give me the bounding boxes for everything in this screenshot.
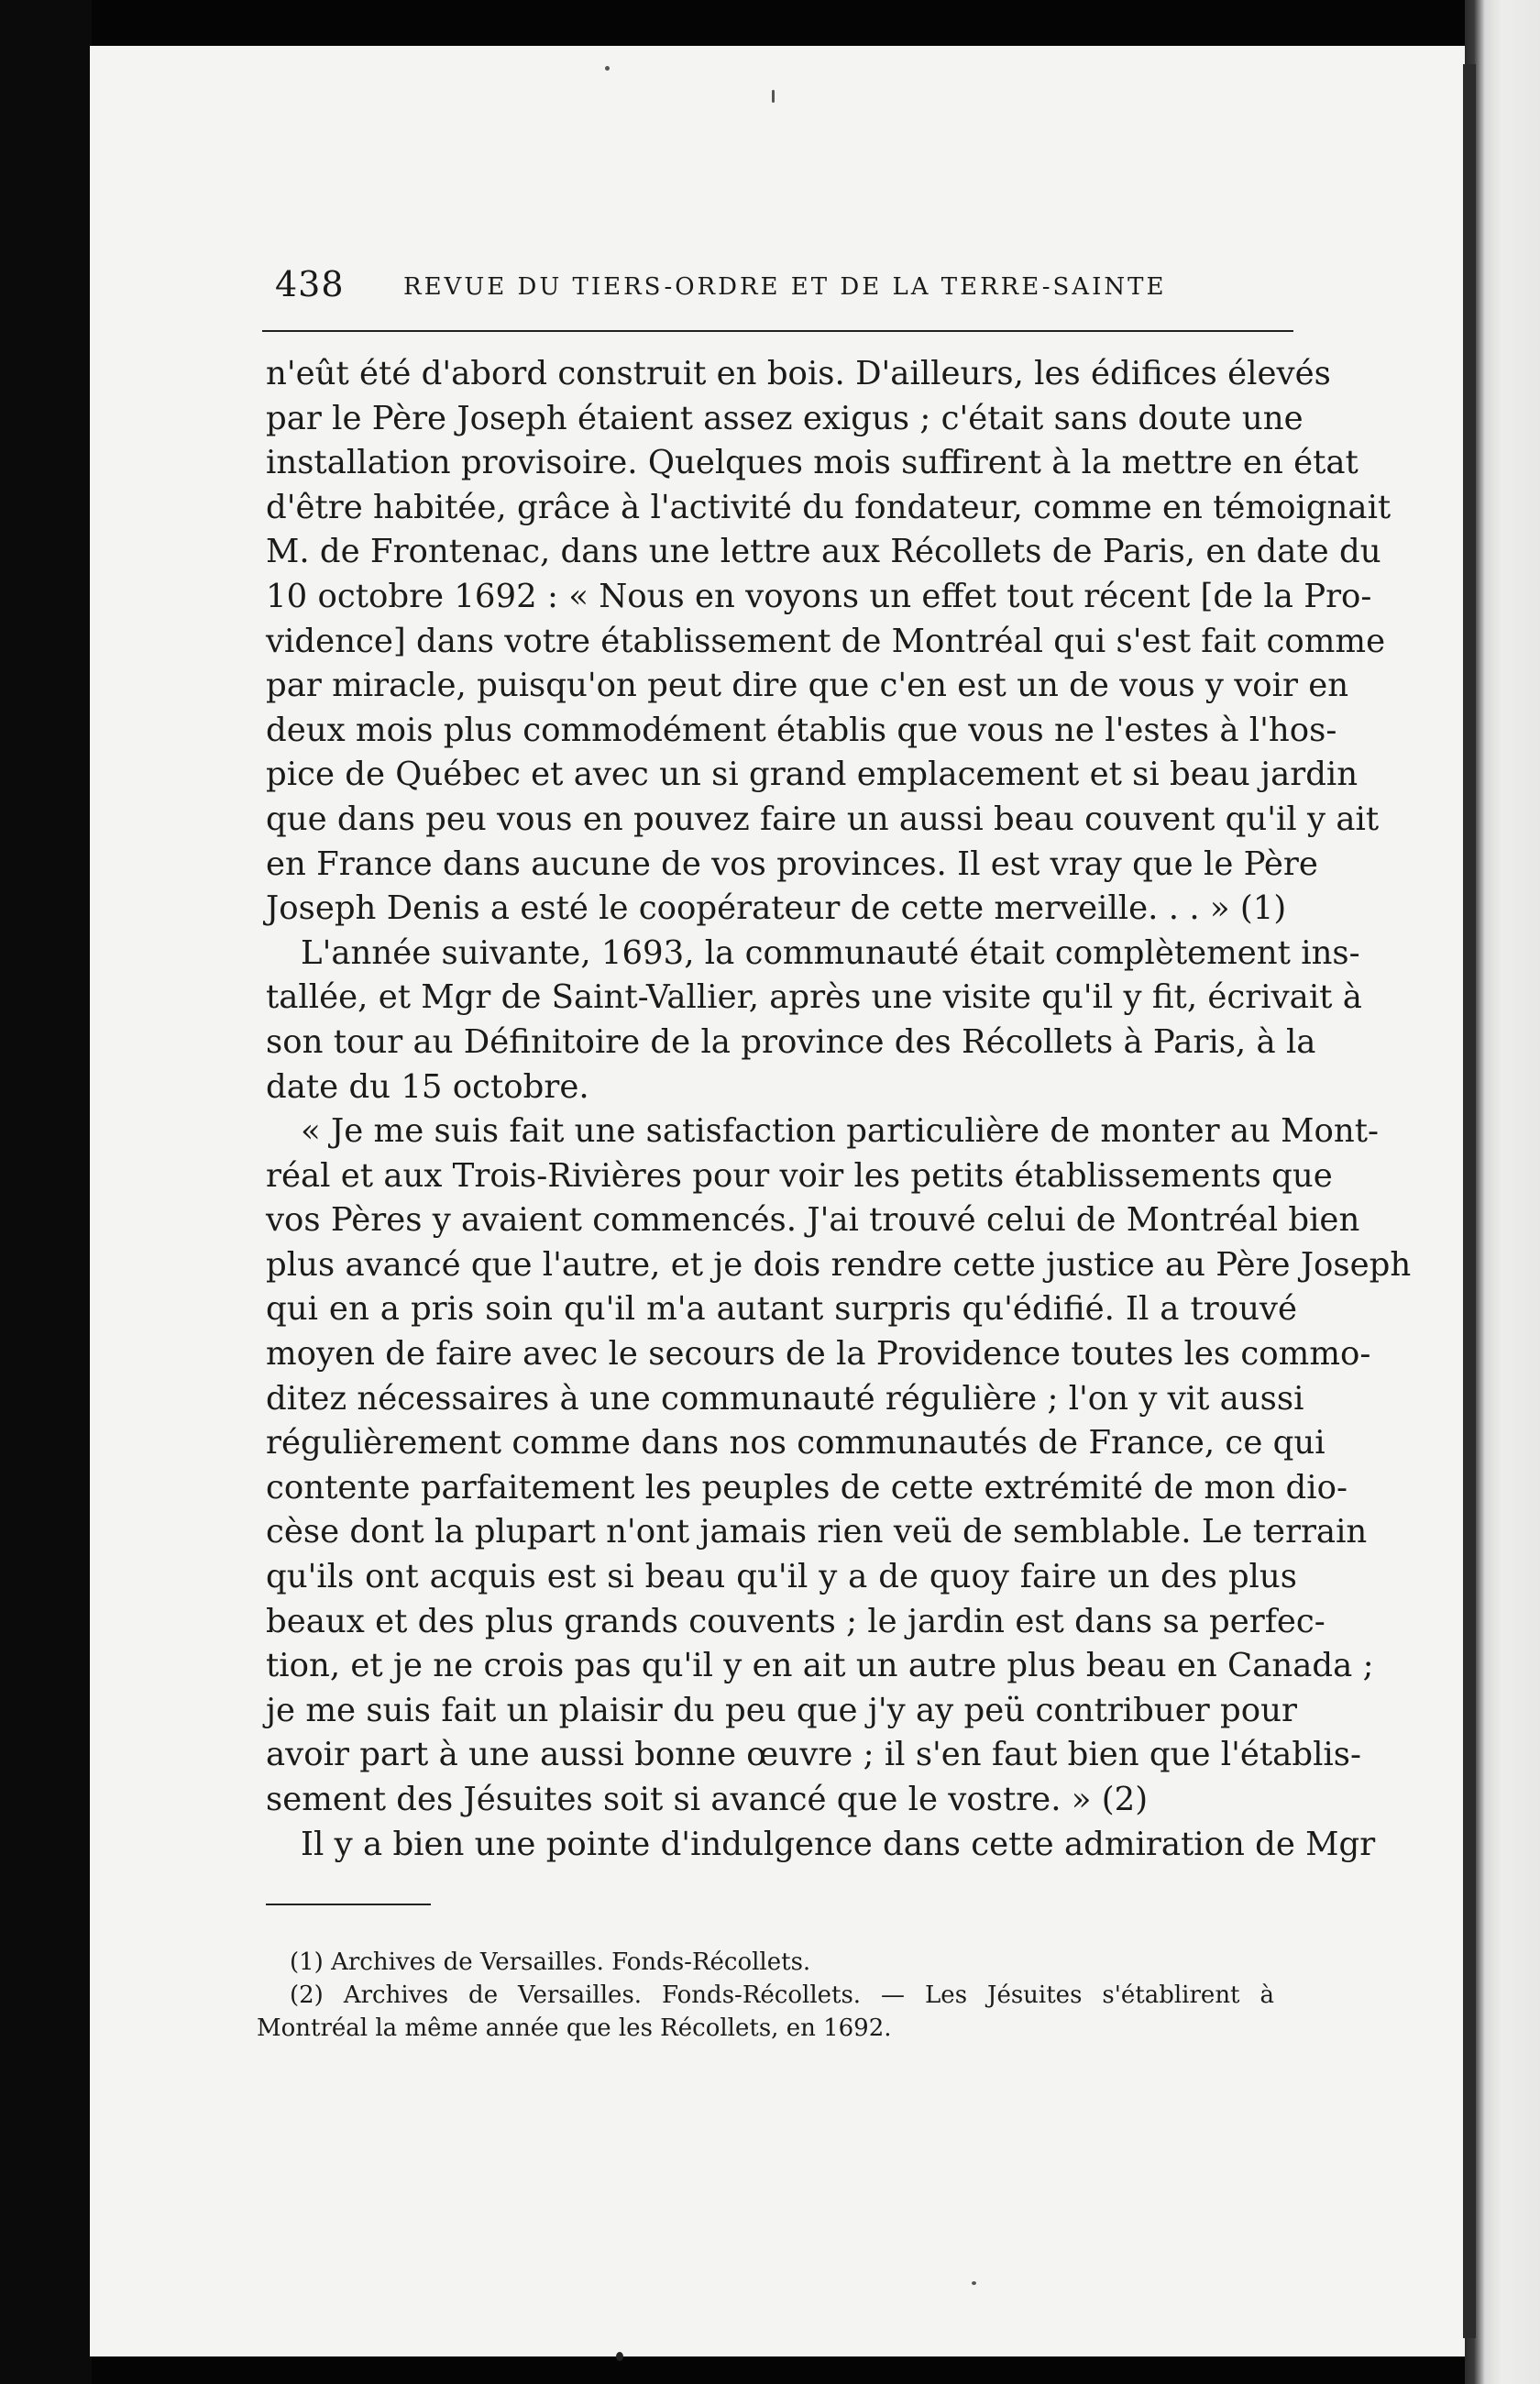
footnote-1: (1) Archives de Versailles. Fonds-Récollets. [290, 1948, 811, 1976]
adjacent-page-edge [1465, 0, 1540, 2384]
text-line: tion, et je ne crois pas qu'il y en ait un autre plus beau en Canada ; [266, 1647, 1374, 1685]
page-number: 438 [275, 264, 345, 304]
text-line: vos Pères y avaient commencés. J'ai trouvé celui de Montréal bien [266, 1201, 1360, 1240]
text-line: régulièrement comme dans nos communautés de France, ce qui [266, 1424, 1326, 1462]
text-line: tallée, et Mgr de Saint-Vallier, après une visite qu'il y fit, écrivait à [266, 978, 1362, 1017]
scan-speck [605, 66, 610, 71]
text-line: qu'ils ont acquis est si beau qu'il y a de quoy faire un des plus [266, 1558, 1297, 1596]
text-line: vidence] dans votre établissement de Montréal qui s'est fait comme [266, 622, 1386, 660]
scan-speck [616, 2352, 623, 2361]
scan-border-left [0, 0, 92, 2384]
text-line: moyen de faire avec le secours de la Providence toutes les commo- [266, 1335, 1371, 1374]
text-line: cèse dont la plupart n'ont jamais rien veü de semblable. Le terrain [266, 1513, 1368, 1551]
text-line: deux mois plus commodément établis que vous ne l'estes à l'hos- [266, 711, 1337, 749]
text-line: M. de Frontenac, dans une lettre aux Récollets de Paris, en date du [266, 533, 1381, 571]
text-line: 10 octobre 1692 : « Nous en voyons un effet tout récent [de la Pro- [266, 577, 1372, 615]
footnotes [257, 1946, 1274, 2045]
scan-speck [772, 90, 775, 103]
running-header [275, 264, 1292, 319]
text-line: avoir part à une aussi bonne œuvre ; il s'en faut bien que l'établis- [266, 1736, 1361, 1774]
footnote-rule [266, 1904, 431, 1905]
text-line: n'eût été d'abord construit en bois. D'ailleurs, les édifices élevés [266, 355, 1331, 392]
text-line: sement des Jésuites soit si avancé que le vostre. » (2) [266, 1781, 1149, 1818]
header-rule [262, 330, 1293, 332]
running-title: REVUE DU TIERS-ORDRE ET DE LA TERRE-SAINTE [403, 273, 1167, 301]
text-line: « Je me suis fait une satisfaction particulière de monter au Mont- [301, 1112, 1380, 1151]
text-line: réal et aux Trois-Rivières pour voir les petits établissements que [266, 1156, 1333, 1195]
text-line: pice de Québec et avec un si grand emplacement et si beau jardin [266, 756, 1358, 794]
text-line: que dans peu vous en pouvez faire un aussi beau couvent qu'il y ait [266, 800, 1380, 838]
text-line: contente parfaitement les peuples de cette extrémité de mon dio- [266, 1468, 1348, 1507]
text-line: par le Père Joseph étaient assez exigus ; c'était sans doute une [266, 399, 1304, 437]
text-line: je me suis fait un plaisir du peu que j'y ay peü contribuer pour [266, 1691, 1297, 1729]
text-line: plus avancé que l'autre, et je dois rendre cette justice au Père Joseph [266, 1245, 1412, 1284]
text-line: d'être habitée, grâce à l'activité du fondateur, comme en témoignait [266, 488, 1392, 526]
binding-shadow [1463, 64, 1476, 2338]
footnote-2-continued: Montréal la même année que les Récollets, en 1692. [257, 2014, 892, 2042]
text-line: son tour au Définitoire de la province des Récollets à Paris, à la [266, 1022, 1316, 1061]
text-line: ditez nécessaires à une communauté régulière ; l'on y vit aussi [266, 1379, 1304, 1418]
text-line: installation provisoire. Quelques mois suffirent à la mettre en état [266, 444, 1358, 482]
body-text [266, 352, 1412, 1867]
scan-speck [972, 2281, 976, 2285]
text-line: qui en a pris soin qu'il m'a autant surpris qu'édifié. Il a trouvé [266, 1290, 1297, 1329]
text-line: Joseph Denis a esté le coopérateur de cette merveille. . . » (1) [266, 889, 1287, 928]
footnote-2: (2) Archives de Versailles. Fonds-Récollets. — Les Jésuites s'établirent à [290, 1981, 1274, 2009]
text-line: par miracle, puisqu'on peut dire que c'en est un de vous y voir en [266, 667, 1349, 705]
text-line: L'année suivante, 1693, la communauté était complètement ins- [301, 933, 1360, 972]
text-line: beaux et des plus grands couvents ; le jardin est dans sa perfec- [266, 1602, 1326, 1640]
text-line: en France dans aucune de vos provinces. Il est vray que le Père [266, 844, 1318, 883]
text-line: Il y a bien une pointe d'indulgence dans cette admiration de Mgr [301, 1825, 1376, 1863]
text-line: date du 15 octobre. [266, 1067, 589, 1106]
